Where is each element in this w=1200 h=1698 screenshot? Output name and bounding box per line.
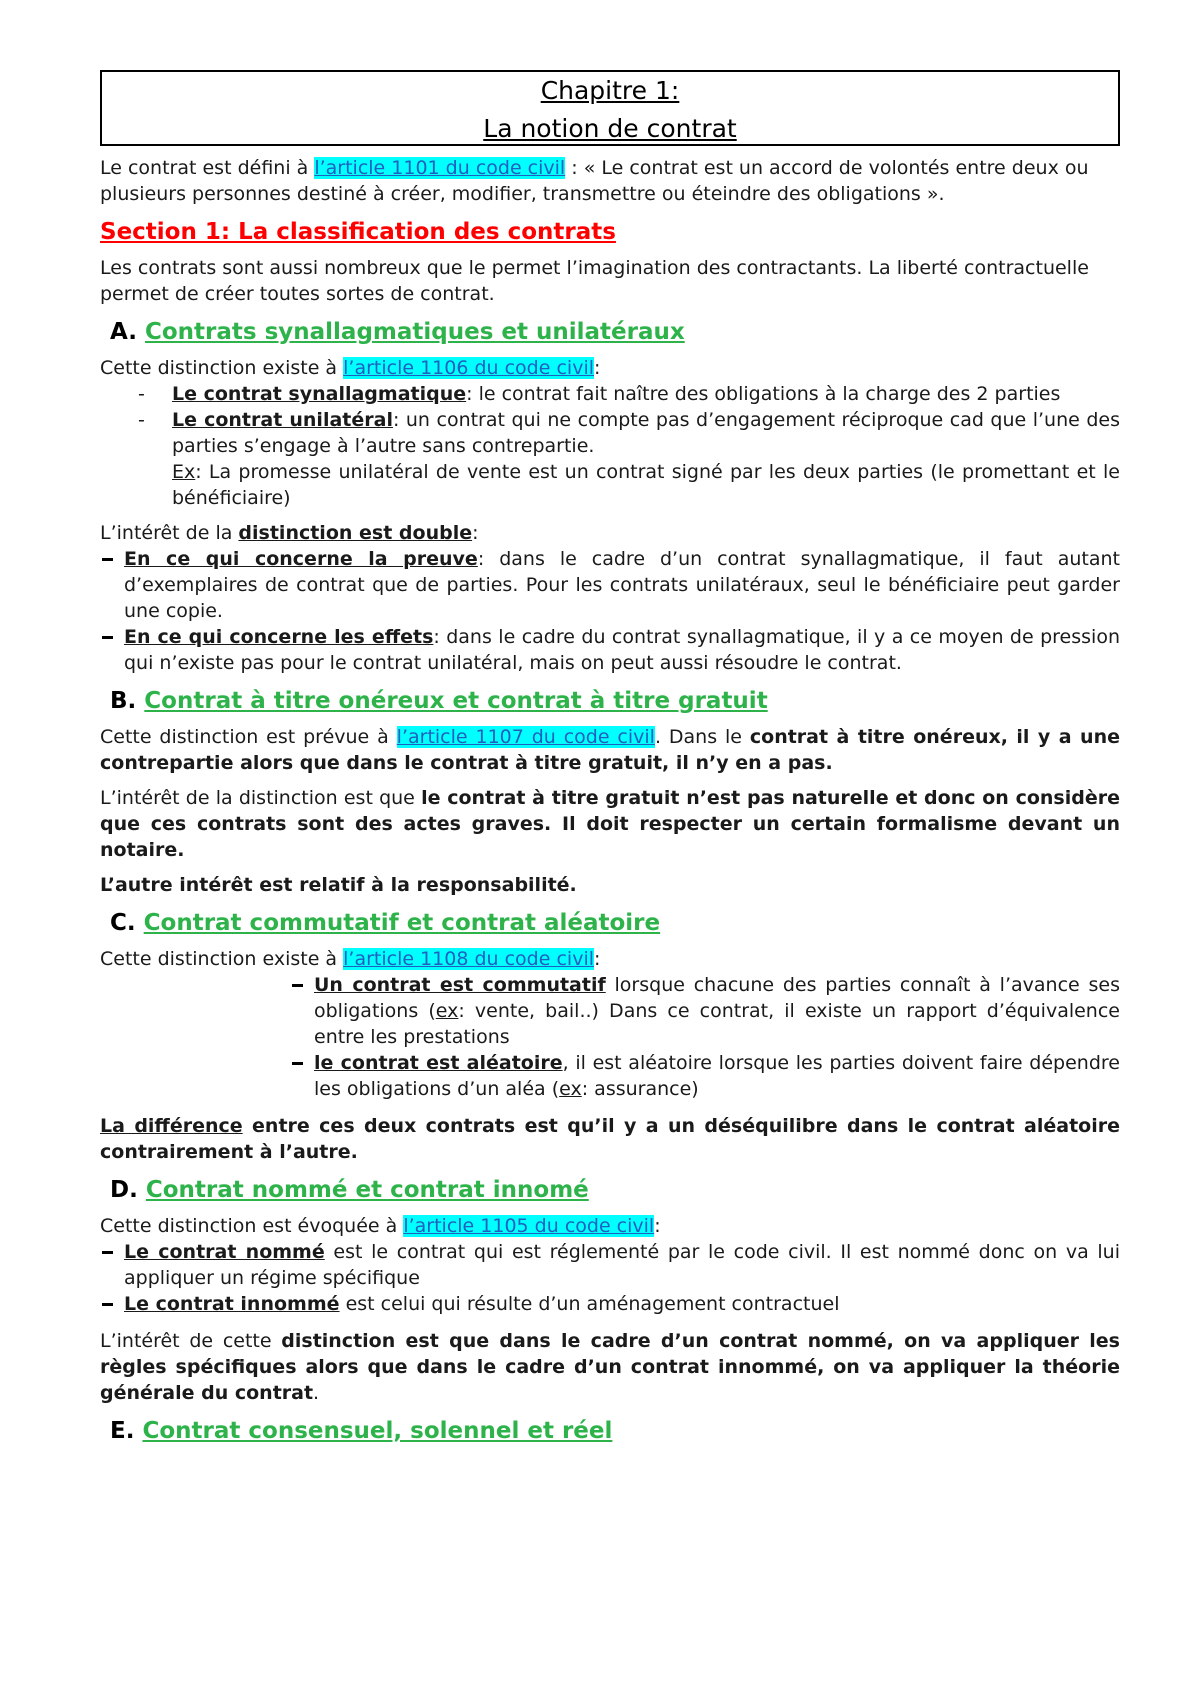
b-paragraph-2: L’intérêt de la distinction est que le contrat à titre gratuit n’est pas naturelle et donc on considère que ces contrats sont des actes graves. Il doit respecter un certain formalisme devant un notaire. — [100, 787, 1120, 861]
article-1101-link[interactable]: l’article 1101 du code civil — [314, 157, 566, 179]
c-intro: Cette distinction existe à l’article 1108 du code civil: — [100, 948, 601, 970]
document-page — [100, 70, 1120, 1447]
section-1-heading: Section 1: La classification des contrats — [100, 219, 616, 245]
heading-e: E. Contrat consensuel, solennel et réel — [110, 1418, 613, 1444]
article-1108-link[interactable]: l’article 1108 du code civil — [343, 948, 595, 970]
list-item: En ce qui concerne la preuve: dans le cadre d’un contrat synallagmatique, il faut autant d’exemplaires de contrat que de parties. Pour les contrats unilatéraux, seul le bénéficiaire peut garder une copie. — [100, 546, 1120, 624]
list-item: le contrat est aléatoire, il est aléatoire lorsque les parties doivent faire dépendre les obligations d’un aléa (ex: assurance) — [100, 1050, 1120, 1102]
heading-d: D. Contrat nommé et contrat innomé — [110, 1177, 589, 1203]
a-intro: Cette distinction existe à l’article 1106 du code civil: — [100, 357, 601, 379]
a-interest-list — [100, 546, 1120, 676]
heading-a: A. Contrats synallagmatiques et unilatéraux — [110, 319, 685, 345]
list-item: Le contrat nommé est le contrat qui est réglementé par le code civil. Il est nommé donc on va lui appliquer un régime spécifique — [100, 1239, 1120, 1291]
chapter-title-box — [100, 70, 1120, 146]
article-1107-link[interactable]: l’article 1107 du code civil — [396, 726, 655, 748]
c-list — [100, 972, 1120, 1102]
b-paragraph-1: Cette distinction est prévue à l’article 1107 du code civil. Dans le contrat à titre onéreux, il y a une contrepartie alors que dans le contrat à titre gratuit, il n’y en a pas. — [100, 726, 1120, 774]
list-item: Le contrat innommé est celui qui résulte d’un aménagement contractuel — [100, 1291, 1120, 1317]
section-1-paragraph: Les contrats sont aussi nombreux que le permet l’imagination des contractants. La liberté contractuelle permet de créer toutes sortes de contrat. — [100, 257, 1089, 305]
article-1105-link[interactable]: l’article 1105 du code civil — [403, 1215, 655, 1237]
c-difference: La différence entre ces deux contrats est qu’il y a un déséquilibre dans le contrat aléatoire contrairement à l’autre. — [100, 1115, 1120, 1163]
chapter-number: Chapitre 1: — [540, 76, 680, 105]
a-interest: L’intérêt de la distinction est double: — [100, 522, 479, 544]
heading-b: B. Contrat à titre onéreux et contrat à titre gratuit — [110, 688, 768, 714]
b-paragraph-3: L’autre intérêt est relatif à la responsabilité. — [100, 874, 577, 896]
list-item: - Le contrat unilatéral: un contrat qui ne compte pas d’engagement réciproque cad que l’une des parties s’engage à l’autre sans contrepartie. Ex: La promesse unilatéral de vente est un contrat signé par les deux parties (le promettant et le bénéficiaire) — [100, 407, 1120, 511]
a-definitions-list — [100, 381, 1120, 511]
list-item: Un contrat est commutatif lorsque chacune des parties connaît à l’avance ses obligations (ex: vente, bail..) Dans ce contrat, il existe un rapport d’équivalence entre les prestations — [100, 972, 1120, 1050]
article-1106-link[interactable]: l’article 1106 du code civil — [343, 357, 595, 379]
list-item: En ce qui concerne les effets: dans le cadre du contrat synallagmatique, il y a ce moyen de pression qui n’existe pas pour le contrat unilatéral, mais on peut aussi résoudre le contrat. — [100, 624, 1120, 676]
intro-paragraph: Le contrat est défini à l’article 1101 du code civil : « Le contrat est un accord de volontés entre deux ou plusieurs personnes destiné à créer, modifier, transmettre ou éteindre des obligations ». — [100, 157, 1089, 205]
d-intro: Cette distinction est évoquée à l’article 1105 du code civil: — [100, 1215, 661, 1237]
list-item: - Le contrat synallagmatique: le contrat fait naître des obligations à la charge des 2 parties — [100, 381, 1120, 407]
d-paragraph: L’intérêt de cette distinction est que dans le cadre d’un contrat nommé, on va appliquer les règles spécifiques alors que dans le cadre d’un contrat innommé, on va appliquer la théorie générale du contrat. — [100, 1330, 1120, 1404]
d-list — [100, 1239, 1120, 1317]
chapter-title: La notion de contrat — [483, 114, 737, 143]
heading-c: C. Contrat commutatif et contrat aléatoire — [110, 910, 661, 936]
